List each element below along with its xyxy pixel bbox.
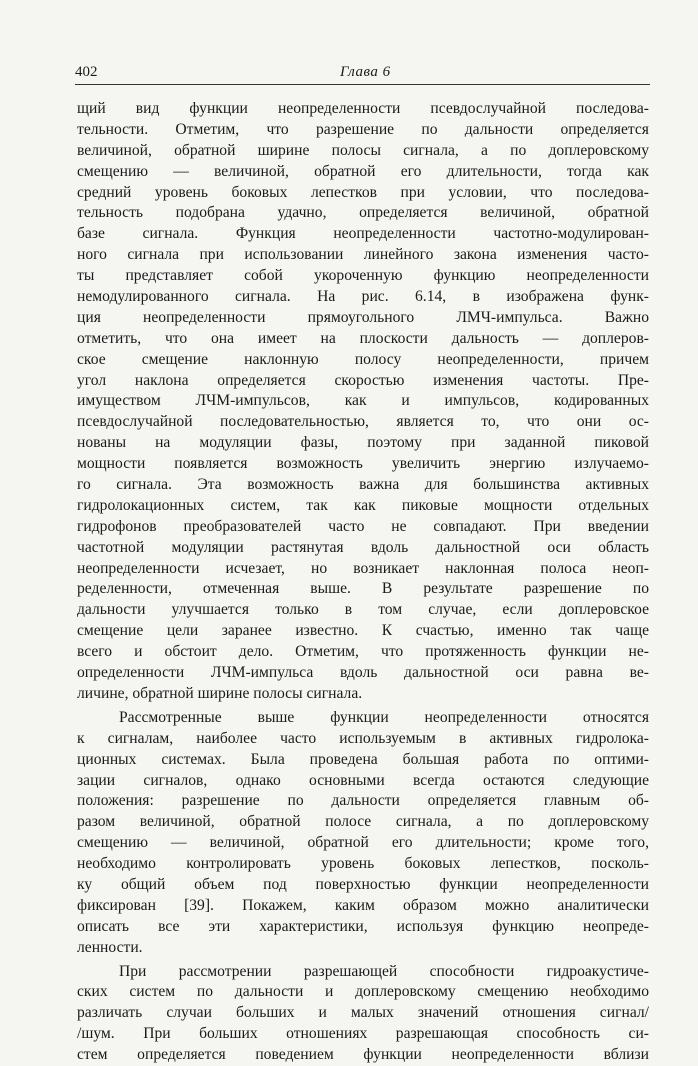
text-line: ленности. [77, 938, 143, 956]
text-line: частотной модуляции растянутая вдоль дальностной оси область [77, 538, 649, 556]
text-line: личине, обратной ширине полосы сигнала. [77, 684, 363, 702]
text-line: щий вид функции неопределенности псевдослучайной последова- [77, 100, 649, 117]
chapter-title: Глава 6 [340, 64, 391, 80]
text-line: отметить, что она имеет на плоскости дальность — доплеров- [77, 329, 649, 347]
text-line: ских систем по дальности и доплеровскому смещению необходимо [77, 983, 649, 1001]
text-line: немодулированного сигнала. На рис. 6.14, в изображена функ- [77, 288, 649, 306]
text-line: зации сигналов, однако основными всегда остаются следующие [77, 771, 649, 789]
text-line: гидрофонов преобразователей часто не совпадают. При введении [77, 517, 649, 535]
text-line: необходимо контролировать уровень боковых лепестков, посколь- [77, 855, 649, 873]
text-line: описать все эти характеристики, используя функцию неопреде- [77, 917, 649, 935]
text-line: Рассмотренные выше функции неопределенности относятся [119, 708, 649, 726]
paragraph [77, 962, 649, 1066]
text-line: ционных системах. Была проведена большая работа по оптими- [77, 750, 649, 768]
header-rule [75, 84, 650, 85]
text-line: имуществом ЛЧМ-импульсов, как и импульсов, кодированных [77, 392, 649, 410]
text-line: псевдослучайной последовательностью, является то, что они ос- [77, 413, 649, 431]
text-line: стем определяется поведением функции неопределенности вблизи [77, 1046, 649, 1064]
paragraph [77, 99, 649, 705]
text-line: ного сигнала при использовании линейного закона изменения часто- [77, 246, 649, 264]
text-line: смещению — величиной, обратной его длительности, тогда как [77, 162, 649, 180]
text-line: неопределенности исчезает, но возникает наклонная полоса неоп- [77, 559, 649, 577]
page-header [75, 64, 650, 88]
text-line: го сигнала. Эта возможность важна для большинства активных [77, 476, 649, 494]
text-line: нованы на модуляции фазы, поэтому при заданной пиковой [77, 434, 649, 452]
text-line: средний уровень боковых лепестков при условии, что последова- [77, 183, 649, 201]
text-line: дальности улучшается только в том случае, если доплеровское [77, 601, 649, 619]
text-line: смещение цели заранее известно. К счастью, именно так чаще [77, 622, 649, 640]
text-line: разом величиной, обратной полосе сигнала, а по доплеровскому [77, 813, 649, 831]
text-line: /шум. При больших отношениях разрешающая способность си- [77, 1025, 649, 1043]
text-line: гидролокационных систем, так как пиковые мощности отдельных [77, 496, 649, 514]
text-line: различать случаи больших и малых значений отношения сигнал/ [77, 1004, 649, 1022]
text-line: к сигналам, наиболее часто используемым в активных гидролока- [77, 729, 649, 747]
text-line: тельность подобрана удачно, определяется величиной, обратной [77, 204, 649, 222]
text-line: При рассмотрении разрешающей способности гидроакустиче- [119, 962, 649, 980]
text-line: мощности появляется возможность увеличить энергию излучаемо- [77, 455, 649, 473]
text-line: тельности. Отметим, что разрешение по дальности определяется [77, 120, 649, 138]
text-line: всего и обстоит дело. Отметим, что протяженность функции не- [77, 643, 649, 661]
text-line: угол наклона определяется скоростью изменения частоты. Пре- [77, 371, 649, 389]
text-line: определенности ЛЧМ-импульса вдоль дальностной оси равна ве- [77, 664, 649, 682]
text-line: фиксирован [39]. Покажем, каким образом можно аналитически [77, 896, 649, 914]
text-line: базе сигнала. Функция неопределенности частотно-модулирован- [77, 225, 649, 243]
text-line: ку общий объем под поверхностью функции неопределенности [77, 875, 649, 893]
text-line: ция неопределенности прямоугольного ЛМЧ-импульса. Важно [77, 308, 649, 326]
text-line: ское смещение наклонную полосу неопределенности, причем [77, 350, 649, 368]
page-number: 402 [75, 64, 98, 80]
text-line: ты представляет собой укороченную функцию неопределенности [77, 267, 649, 285]
paragraph [77, 708, 649, 959]
text-line: положения: разрешение по дальности определяется главным об- [77, 792, 649, 810]
text-line: величиной, обратной ширине полосы сигнала, а по доплеровскому [77, 141, 649, 159]
body-text [77, 99, 649, 1066]
text-line: ределенности, отмеченная выше. В результате разрешение по [77, 580, 649, 598]
text-line: смещению — величиной, обратной его длительности; кроме того, [77, 834, 649, 852]
